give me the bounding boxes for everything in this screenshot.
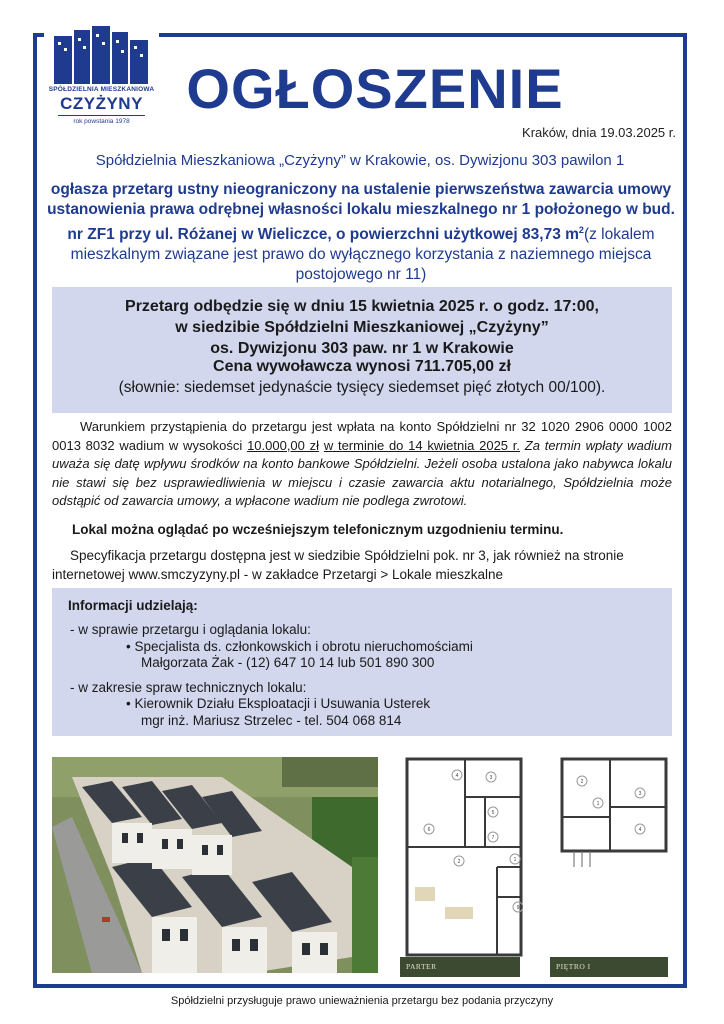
conditions-italic: Za termin wpłaty wadium uważa się datę wpływu środków na konto bankowe Spółdzielni. Jeżeli osoba ustalona jako nabywca lokalu nie stawi się bez usprawiedliwienia w miejscu i czasie zawarcia aktu notarialnego, Spółdzielnia może odstąpić od zawarcia umowy, a wpłacone wadium nie podlega zwrotowi. <box>52 437 672 508</box>
room-label: 9 <box>516 905 520 911</box>
footer-note: Spółdzielni przysługuje prawo unieważnienia przetargu bez podania przyczyny <box>170 995 554 1007</box>
logo <box>44 20 159 130</box>
auction-address: os. Dywizjonu 303 paw. nr 1 w Krakowie <box>210 340 514 357</box>
conditions-part1: Warunkiem przystąpienia do przetargu jest wpłata na konto Spółdzielni nr 32 1020 2906 0000 1002 0013 8032 wadium w wysokości <box>52 419 672 453</box>
ground-floor-plan <box>405 757 523 977</box>
starting-price: Cena wywoławcza wynosi 711.705,00 zł <box>213 358 511 375</box>
date: Kraków, dnia 19.03.2025 r. <box>522 125 676 140</box>
info-item2: - w zakresie spraw technicznych lokalu: <box>70 680 307 695</box>
area-superscript: 2 <box>578 225 584 235</box>
conditions-paragraph <box>52 418 672 511</box>
logo-buildings-icon <box>54 26 148 84</box>
announcement-parking: (z lokalem mieszkalnym związane jest prawo do wyłącznego korzystania z naziemnego miejsca postojowego nr 11) <box>70 226 655 284</box>
room-label: 6 <box>427 827 431 833</box>
logo-line3: rok powstania 1978 <box>73 118 130 125</box>
info-item2-role: • Kierownik Działu Eksploatacji i Usuwania Usterek <box>126 696 431 711</box>
room-label: 2 <box>457 859 461 865</box>
room-label: 7 <box>491 835 495 841</box>
logo-line2: CZYŻYNY <box>60 94 143 113</box>
specification-text: Specyfikacja przetargu dostępna jest w siedzibie Spółdzielni pok. nr 3, jak również na stronie internetowej www.smczyzyny.pl - w zakładce Przetargi > Lokale mieszkalne <box>52 548 624 582</box>
auction-details <box>52 296 672 359</box>
room-label: 1 <box>596 801 600 807</box>
specification <box>52 546 672 584</box>
auction-date: Przetarg odbędzie się w dniu 15 kwietnia 2025 r. o godz. 17:00, <box>125 298 599 315</box>
first-floor-label: PIĘTRO I <box>550 957 668 977</box>
deposit-deadline: w terminie do 14 kwietnia 2025 r. <box>323 437 521 453</box>
page-title: OGŁOSZENIE <box>186 57 564 120</box>
logo-line1: SPÓŁDZIELNIA MIESZKANIOWA <box>48 86 155 93</box>
room-label: 4 <box>638 827 642 833</box>
info-item1-role: • Specjalista ds. członkowskich i obrotu nieruchomościami <box>126 639 473 654</box>
room-label: 2 <box>580 779 584 785</box>
viewing-note: Lokal można oglądać po wcześniejszym telefonicznym uzgodnieniu terminu. <box>72 522 564 537</box>
organizer: Spółdzielnia Mieszkaniowa „Czyżyny” w Krakowie, os. Dywizjonu 303 pawilon 1 <box>95 152 625 169</box>
auction-place: w siedzibie Spółdzielni Mieszkaniowej „Czyżyny” <box>175 319 549 336</box>
announcement-main: ogłasza przetarg ustny nieograniczony na ustalenie pierwszeństwa zawarcia umowy ustanowienia prawa odrębnej własności lokalu mieszkalnego nr 1 położonego w bud. nr ZF1 przy ul. Różanej w Wieliczce, o powierzchni użytkowej 83,73 m <box>47 181 675 244</box>
info-box <box>52 588 672 736</box>
room-label: 3 <box>638 791 642 797</box>
announcement <box>46 180 676 285</box>
info-item2-contact: mgr inż. Mariusz Strzelec - tel. 504 068 814 <box>141 713 402 728</box>
room-label: 5 <box>491 810 495 816</box>
auction-box <box>52 287 672 413</box>
room-label: 4 <box>455 773 459 779</box>
first-floor-plan <box>560 757 668 977</box>
building-aerial-photo <box>52 757 378 973</box>
info-item1: - w sprawie przetargu i oglądania lokalu: <box>70 622 311 637</box>
info-item1-contact: Małgorzata Żak - (12) 647 10 14 lub 501 890 300 <box>141 655 435 670</box>
room-label: 1 <box>513 857 517 863</box>
logo-divider <box>58 115 145 116</box>
room-label: 3 <box>489 775 493 781</box>
price-in-words: (słownie: siedemset jedynaście tysięcy siedemset pięć złotych 00/100). <box>118 379 606 396</box>
ground-floor-label: PARTER <box>400 957 520 977</box>
info-heading: Informacji udzielają: <box>68 598 198 613</box>
deposit-amount: 10.000,00 zł <box>247 437 320 453</box>
